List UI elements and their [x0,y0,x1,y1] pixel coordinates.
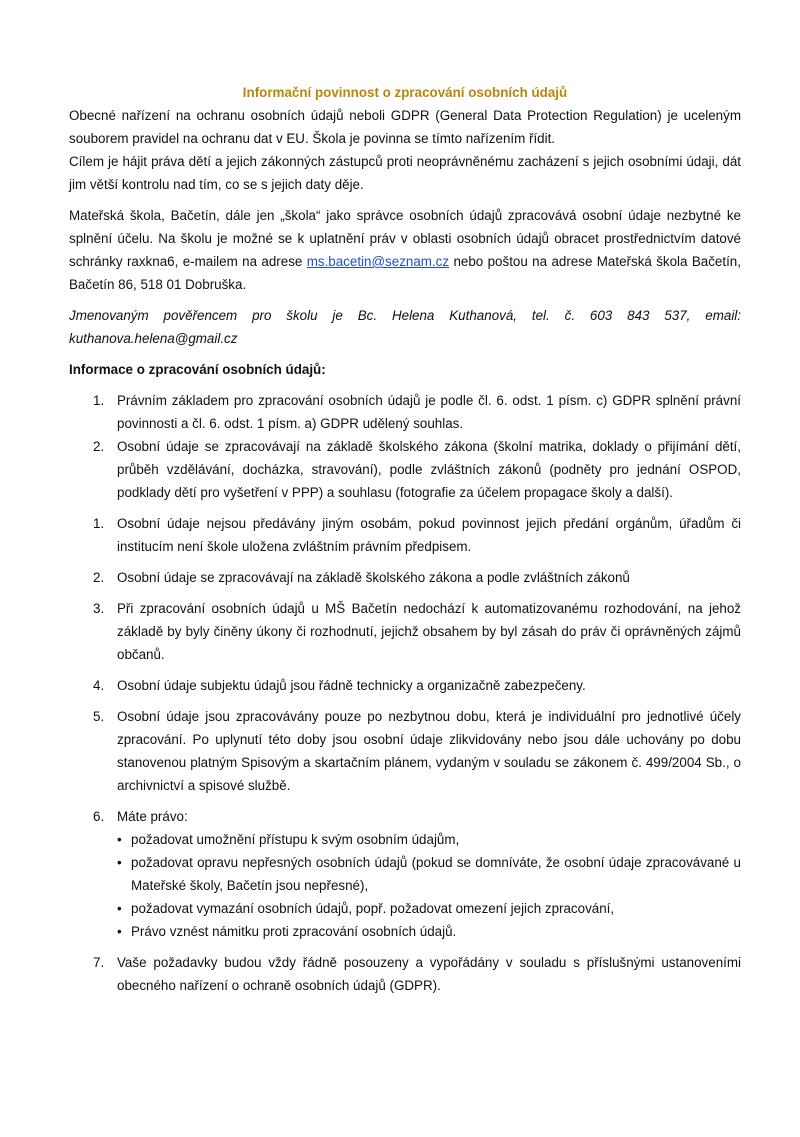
bullet-icon: • [117,855,122,870]
rights-bullet-item [117,828,741,851]
list-item [69,435,741,504]
processing-rules-list [69,512,741,997]
list-item [69,566,741,589]
list-item-text: Vaše požadavky budou vždy řádně posouzeny a vypořádány v souladu s příslušnými ustanoveními obecného nařízení o ochraně osobních údajů (GDPR). [117,955,741,993]
intro-paragraph-purpose: Cílem je hájit práva dětí a jejich zákonných zástupců proti neoprávněnému zacházení s jejich osobními údaji, dát jim větší kontrolu nad tím, co se s jejich daty děje. [69,154,741,192]
rights-bullet-item [117,851,741,897]
list-item [69,389,741,435]
bullet-icon: • [117,901,122,916]
list-item-text: Osobní údaje se zpracovávají na základě školského zákona (školní matrika, doklady o přijímání dětí, průběh vzdělávání, docházka, stravování), podle zvláštních zákonů (podněty pro jednání OSPOD, podklady dětí pro vyšetření v PPP) a souhlasu (fotografie za účelem propagace školy a další). [117,439,741,500]
list-item-number: 3. [93,601,105,616]
list-item [69,512,741,558]
list-item-number: 7. [93,955,105,970]
list-item-text: Při zpracování osobních údajů u MŠ Bačetín nedochází k automatizovanému rozhodování, na jehož základě by byly činěny úkony či rozhodnutí, jejichž obsahem by byl zásah do práv či oprávněných zájmů občanů. [117,601,741,662]
document-page [69,81,741,997]
section-heading: Informace o zpracování osobních údajů: [69,362,326,377]
controller-text-before: Mateřská škola, Bačetín, dále jen „škola“ jako správce osobních údajů zpracovává osobní údaje nezbytné ke splnění účelu. Na školu je možné se k uplatnění práv v oblasti osobních údajů obracet prostřednictvím datové schránky raxkna6, e-mailem na adrese [69,208,741,269]
list-item-text: Osobní údaje subjektu údajů jsou řádně technicky a organizačně zabezpečeny. [117,678,586,693]
bullet-icon: • [117,924,122,939]
list-item-text: Právním základem pro zpracování osobních údajů je podle čl. 6. odst. 1 písm. c) GDPR splnění právní povinnosti a čl. 6. odst. 1 písm. a) GDPR udělený souhlas. [117,393,741,431]
bullet-icon: • [117,832,122,847]
controller-text-after: nebo poštou na adrese Mateřská škola Bačetín, Bačetín 86, 518 01 Dobruška. [69,254,741,292]
rights-bullet-item [117,920,741,943]
school-email-link[interactable]: ms.bacetin@seznam.cz [306,254,450,269]
rights-bullet-text: požadovat umožnění přístupu k svým osobním údajům, [131,832,460,847]
document-title: Informační povinnost o zpracování osobních údajů [242,85,568,100]
rights-bullet-item [117,897,741,920]
list-item [69,705,741,797]
list-item-number: 1. [93,516,105,531]
rights-bullet-text: Právo vznést námitku proti zpracování osobních údajů. [131,924,457,939]
list-item-number: 1. [93,393,105,408]
list-item [69,674,741,697]
list-item [69,951,741,997]
intro-paragraph-controller [69,204,741,296]
list-item-number: 5. [93,709,105,724]
rights-label: Máte právo: [117,809,188,824]
intro-paragraph-gdpr: Obecné nařízení na ochranu osobních údajů neboli GDPR (General Data Protection Regulation) je uceleným souborem pravidel na ochranu dat v EU. Škola je povinna se tímto nařízením řídit. [69,108,741,146]
list-item-number: 6. [93,809,105,824]
rights-bullet-list [117,828,741,943]
list-item-number: 2. [93,570,105,585]
list-item-number: 2. [93,439,105,454]
rights-bullet-text: požadovat vymazání osobních údajů, popř. požadovat omezení jejich zpracování, [131,901,615,916]
list-item-text: Osobní údaje jsou zpracovávány pouze po nezbytnou dobu, která je individuální pro jednotlivé účely zpracování. Po uplynutí této doby jsou osobní údaje zlikvidovány nebo jsou dále uchovány po dobu stanovenou platným Spisovým a skartačním plánem, vydaným v souladu se zákonem č. 499/2004 Sb., o archivnictví a spisové službě. [117,709,741,793]
intro-paragraph-dpo: Jmenovaným pověřencem pro školu je Bc. Helena Kuthanová, tel. č. 603 843 537, email: kuthanova.helena@gmail.cz [69,308,741,346]
list-item-text: Osobní údaje nejsou předávány jiným osobám, pokud povinnost jejich předání orgánům, úřadům či institucím není škole uložena zvláštním právním předpisem. [117,516,741,554]
list-item [69,597,741,666]
legal-basis-list [69,389,741,504]
rights-bullet-text: požadovat opravu nepřesných osobních údajů (pokud se domníváte, že osobní údaje zpracovávané u Mateřské školy, Bačetín jsou nepřesné), [131,855,741,893]
list-item-number: 4. [93,678,105,693]
rights-list-item [69,805,741,943]
list-item-text: Osobní údaje se zpracovávají na základě školského zákona a podle zvláštních zákonů [117,570,630,585]
